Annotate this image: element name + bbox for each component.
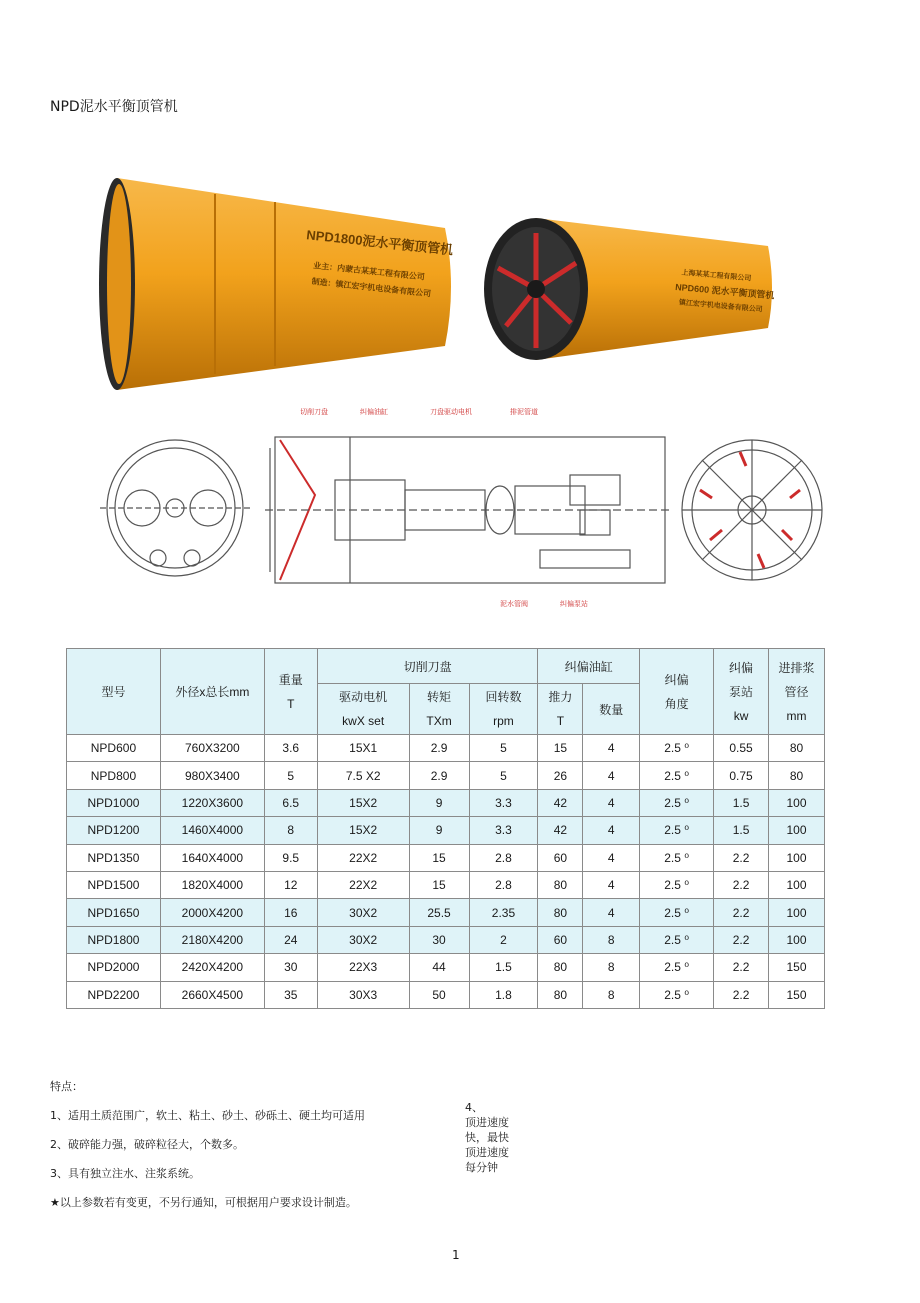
header-motor: 驱动电机 kwX set [317,684,409,735]
side-section-view [265,437,670,583]
drawing-label-5: 泥水管阀 [500,600,528,608]
feature-item: 1、适用土质范围广，软土、粘土、砂土、砂砾土、硬土均可适用 [50,1109,365,1122]
feature-item-4: 4、 顶进速度 快，最快 顶进速度 每分钟 [465,1101,509,1174]
table-row: NPD600 760X3200 3.6 15X1 2.9 5 15 4 2.5 ⁰ 0.55 80 [67,735,825,762]
drawing-label-4: 排泥管道 [510,408,538,416]
table-row: NPD800 980X3400 5 7.5 X2 2.9 5 26 4 2.5 ⁰ 0.75 80 [67,762,825,789]
spec-table [66,648,825,1009]
header-pipe: 进排浆 管径 mm [769,649,825,735]
table-row: NPD2200 2660X4500 35 30X3 50 1.8 80 8 2.5 ⁰ 2.2 150 [67,981,825,1008]
header-correction-cylinder: 纠偏油缸 [538,649,640,684]
header-torque: 转矩 TXm [409,684,469,735]
table-row: NPD1200 1460X4000 8 15X2 9 3.3 42 4 2.5 ⁰ 1.5 100 [67,817,825,844]
table-row: NPD1800 2180X4200 24 30X2 30 2 60 8 2.5 ⁰ 2.2 100 [67,926,825,953]
drawing-label-2: 纠偏油缸 [360,408,388,416]
features-heading: 特点： [50,1080,83,1093]
machine-photo-left [95,168,460,393]
table-row: NPD1500 1820X4000 12 22X2 15 2.8 80 4 2.5 ⁰ 2.2 100 [67,871,825,898]
photo-right-text-1: 上海某某工程有限公司 [681,269,752,283]
cutter-head-view [682,440,822,580]
photo-right-text-2: NPD600 泥水平衡顶管机 [674,281,775,301]
header-cutter-head: 切削刀盘 [317,649,538,684]
features-list [50,1072,365,1217]
header-model: 型号 [67,649,161,735]
header-pump: 纠偏 泵站 kw [714,649,769,735]
feature-item: 3、具有独立注水、注浆系统。 [50,1167,200,1180]
header-thrust: 推力 T [538,684,583,735]
table-row: NPD1350 1640X4000 9.5 22X2 15 2.8 60 4 2.5 ⁰ 2.2 100 [67,844,825,871]
feature-note: ★以上参数若有变更，不另行通知，可根据用户要求设计制造。 [50,1196,357,1209]
photo-right-text-3: 镇江宏宇机电设备有限公司 [678,299,763,314]
photo-left-text-1: NPD1800泥水平衡顶管机 [305,227,454,258]
table-row: NPD1000 1220X3600 6.5 15X2 9 3.3 42 4 2.5 ⁰ 1.5 100 [67,789,825,816]
feature-item: 2、破碎能力强，破碎粒径大，个数多。 [50,1138,244,1151]
header-angle: 纠偏 角度 [640,649,714,735]
machine-cross-section-drawing [100,400,832,610]
table-row: NPD2000 2420X4200 30 22X3 44 1.5 80 8 2.5 ⁰ 2.2 150 [67,954,825,981]
page-number: 1 [452,1248,460,1262]
table-row: NPD1650 2000X4200 16 30X2 25.5 2.35 80 4 2.5 ⁰ 2.2 100 [67,899,825,926]
drawing-label-3: 刀盘驱动电机 [430,408,472,416]
header-rpm: 回转数 rpm [469,684,538,735]
drawing-label-1: 切削刀盘 [300,408,328,416]
header-quantity: 数量 [583,684,640,735]
header-dimension: 外径x总长mm [160,649,264,735]
photo-left-text-3: 制造：镇江宏宇机电设备有限公司 [311,276,432,299]
machine-photo-right [476,208,776,363]
page-title: NPD泥水平衡顶管机 [50,99,178,115]
front-end-view [100,440,250,576]
drawing-label-6: 纠偏泵站 [560,600,588,608]
header-weight: 重量 T [264,649,317,735]
photo-left-text-2: 业主：内蒙古某某工程有限公司 [312,261,426,282]
